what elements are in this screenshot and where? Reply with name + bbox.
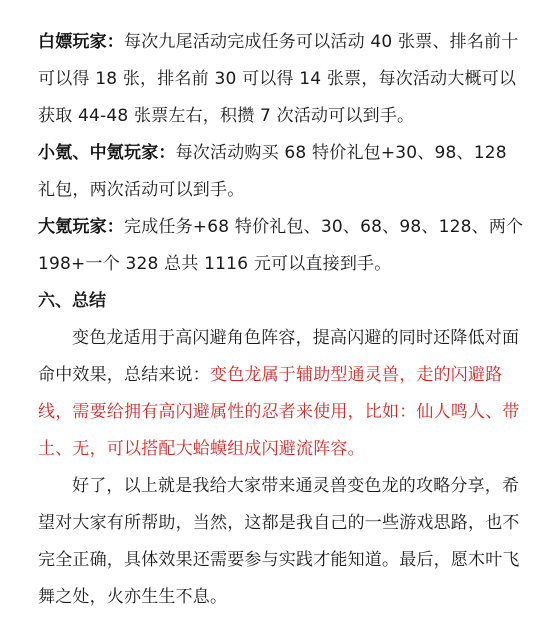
label-light-spenders: 小氪、中氪玩家：: [38, 143, 176, 163]
paragraph-light-spenders: [38, 135, 528, 209]
paragraph-summary: [38, 320, 528, 468]
text-summary: 变色龙适用于高闪避角色阵容，提高闪避的同时还降低对面命中效果，总结来说：: [38, 328, 520, 385]
paragraph-heavy-spenders: [38, 209, 528, 283]
paragraph-closing: [38, 468, 528, 616]
label-heavy-spenders: 大氪玩家：: [38, 217, 124, 237]
text-closing: 好了，以上就是我给大家带来通灵兽变色龙的攻略分享，希望对大家有所帮助，当然，这都是我自己的一些游戏思路，也不完全正确，具体效果还需要参与实践才能知道。最后，愿木叶飞舞之处，火亦生生不息。: [38, 476, 520, 607]
paragraph-free-players: [38, 24, 528, 135]
text-light-spenders: 每次活动购买 68 特价礼包+30、98、128 礼包，两次活动可以到手。: [38, 143, 507, 200]
section-heading-summary: 六、总结: [38, 291, 106, 311]
text-free-players: 每次九尾活动完成任务可以活动 40 张票、排名前十可以得 18 张，排名前 30 可以得 14 张票，每次活动大概可以获取 44-48 张票左右，积攒 7 次活动可以到手。: [38, 32, 519, 126]
text-summary-highlight: 变色龙属于辅助型通灵兽，走的闪避路线，需要给拥有高闪避属性的忍者来使用，比如：仙人鸣人、带土、无，可以搭配大蛤蟆组成闪避流阵容。: [38, 365, 520, 459]
text-heavy-spenders: 完成任务+68 特价礼包、30、68、98、128、两个 198+一个 328 总共 1116 元可以直接到手。: [38, 217, 524, 274]
label-free-players: 白嫖玩家：: [38, 32, 124, 52]
